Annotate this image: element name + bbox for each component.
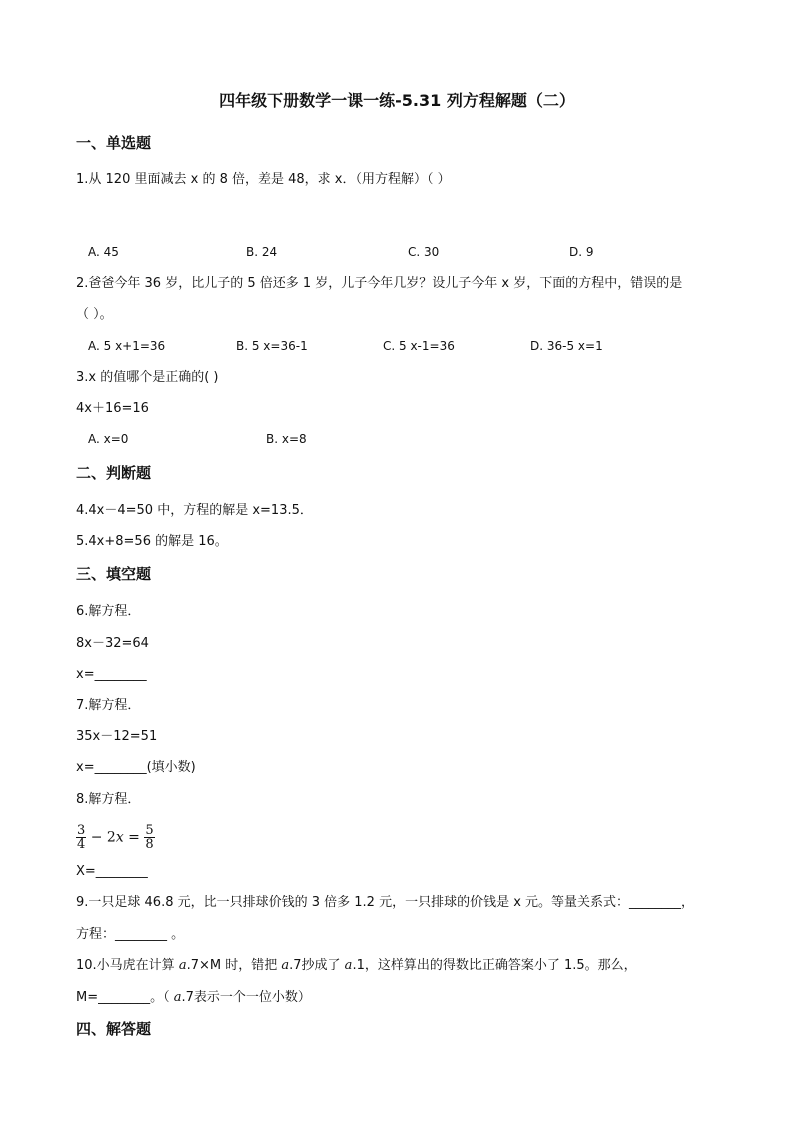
q1-option-d: D. 9 — [569, 245, 594, 259]
q10-part: .1，这样算出的得数比正确答案小了 1.5。那么， — [352, 958, 637, 973]
section-heading-single-choice: 一、单选题 — [76, 134, 152, 152]
section-heading-fill-in: 三、填空题 — [76, 565, 152, 583]
q3-option-b: B. x=8 — [266, 432, 307, 446]
question-7-equation: 35x－12=51 — [76, 729, 158, 744]
q1-option-b: B. 24 — [246, 245, 278, 259]
fraction-denominator: 8 — [145, 837, 154, 852]
section-heading-true-false: 二、判断题 — [76, 464, 152, 482]
question-3-equation: 4x＋16=16 — [76, 401, 149, 416]
question-6-text: 6.解方程． — [76, 604, 141, 619]
question-8-text: 8.解方程． — [76, 792, 141, 807]
equation-middle: − 2 — [90, 829, 116, 846]
q10-part: M=________。（ — [76, 990, 174, 1005]
question-4-text: 4.4x－4=50 中，方程的解是 x=13.5． — [76, 503, 313, 518]
question-8-answer-blank: X=________ — [76, 864, 148, 879]
q10-part: .7抄成了 — [289, 958, 345, 973]
equation-variable: x — [115, 829, 124, 846]
fraction-three-quarters — [76, 824, 86, 851]
question-1-text: 1.从 120 里面减去 x 的 8 倍，差是 48，求 x．（用方程解）（ ） — [76, 172, 451, 187]
q10-part: .7×M 时，错把 — [186, 958, 282, 973]
fraction-numerator: 5 — [145, 823, 154, 838]
question-6-answer-blank: x=________ — [76, 667, 147, 682]
section-heading-solve: 四、解答题 — [76, 1020, 152, 1038]
question-2-text: 2.爸爸今年 36 岁，比儿子的 5 倍还多 1 岁，儿子今年几岁？设儿子今年 x 岁，下面的方程中，错误的是 — [76, 276, 683, 291]
question-7-text: 7.解方程． — [76, 698, 141, 713]
fraction-five-eighths — [144, 824, 154, 851]
question-6-equation: 8x－32=64 — [76, 636, 149, 651]
q2-option-d: D. 36-5 x=1 — [530, 339, 603, 353]
q2-option-b: B. 5 x=36-1 — [236, 339, 308, 353]
q1-option-a: A. 45 — [88, 245, 119, 259]
fraction-denominator: 4 — [77, 837, 86, 852]
q10-variable-a: a — [281, 958, 290, 973]
page-title: 四年级下册数学一课一练-5.31 列方程解题（二） — [219, 91, 575, 110]
fraction-numerator: 3 — [77, 823, 86, 838]
question-5-text: 5.4x+8=56 的解是 16。 — [76, 534, 228, 549]
q2-option-a: A. 5 x+1=36 — [88, 339, 166, 353]
question-9-text: 9.一只足球 46.8 元，比一只排球价钱的 3 倍多 1.2 元，一只排球的价钱是 x 元。等量关系式：________， — [76, 895, 695, 910]
question-10-text — [76, 958, 637, 974]
q10-variable-a: a — [173, 990, 182, 1005]
q2-option-c: C. 5 x-1=36 — [383, 339, 455, 353]
question-7-answer-blank: x=________(填小数) — [76, 760, 196, 775]
q1-option-c: C. 30 — [408, 245, 440, 259]
q10-part: 10.小马虎在计算 — [76, 958, 179, 973]
q3-option-a: A. x=0 — [88, 432, 129, 446]
q10-variable-a: a — [178, 958, 187, 973]
equation-equals: = — [123, 829, 145, 846]
question-2-text-continued: （ ）。 — [76, 307, 113, 322]
question-10-text-continued — [76, 990, 311, 1006]
question-3-text: 3.x 的值哪个是正确的( ) — [76, 370, 219, 385]
q10-variable-a: a — [344, 958, 353, 973]
question-9-text-continued: 方程：________ 。 — [76, 927, 185, 942]
question-8-equation — [76, 824, 155, 851]
q10-part: .7表示一个一位小数） — [181, 990, 311, 1005]
